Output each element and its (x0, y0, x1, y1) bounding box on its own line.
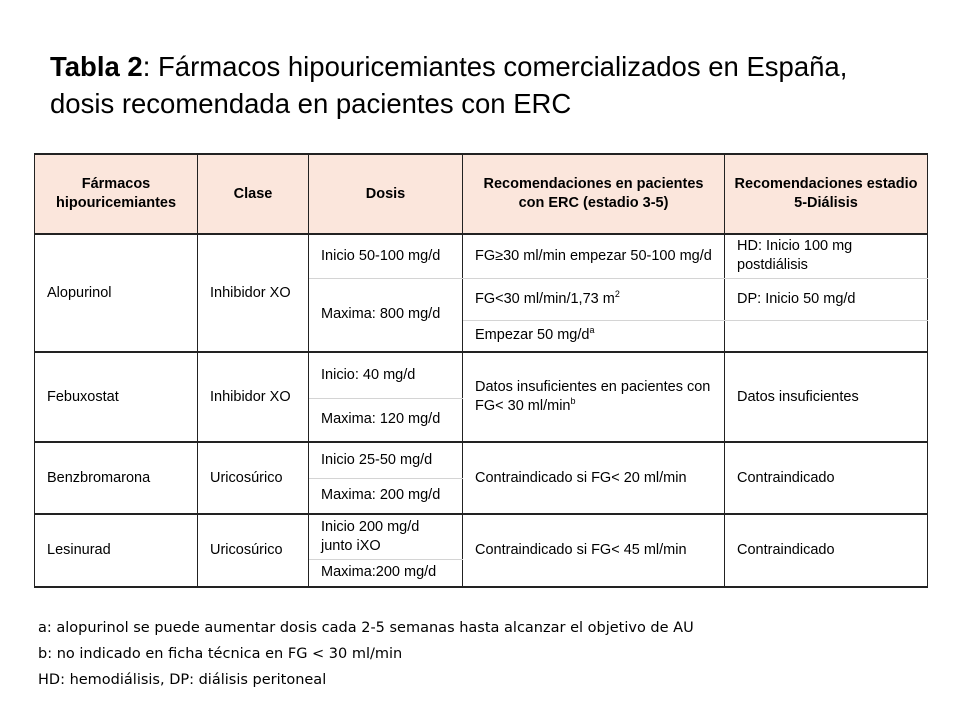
dose-max: Maxima: 800 mg/d (309, 278, 463, 352)
drug-name: Febuxostat (35, 352, 198, 442)
dialysis-recommendation: Datos insuficientes (725, 352, 928, 442)
dose-start: Inicio 50-100 mg/d (309, 234, 463, 278)
drug-name: Benzbromarona (35, 442, 198, 514)
dose-max: Maxima:200 mg/d (309, 559, 463, 587)
erc-recommendation (463, 320, 725, 352)
superscript: 2 (614, 288, 620, 299)
drug-name: Alopurinol (35, 234, 198, 352)
table-row (35, 352, 928, 398)
footnotes (38, 615, 918, 693)
footnote-b: b: no indicado en ficha técnica en FG < 30 ml/min (38, 646, 403, 662)
table-row (35, 234, 928, 278)
erc-text: Datos insuficientes en pacientes con FG< 30 ml/min (475, 379, 711, 414)
table-row (35, 514, 928, 559)
table-header-row (35, 154, 928, 234)
drug-class: Inhibidor XO (198, 234, 309, 352)
erc-text: FG<30 ml/min/1,73 m (475, 290, 615, 307)
dialysis-recommendation: HD: Inicio 100 mg postdiálisis (725, 234, 928, 278)
erc-recommendation: FG≥30 ml/min empezar 50-100 mg/d (463, 234, 725, 278)
dose-start: Inicio 25-50 mg/d (309, 442, 463, 478)
erc-text: Empezar 50 mg/d (475, 327, 590, 344)
dose-start: Inicio: 40 mg/d (309, 352, 463, 398)
drug-class: Uricosúrico (198, 442, 309, 514)
dialysis-recommendation: Contraindicado (725, 514, 928, 587)
header-clase: Clase (198, 154, 309, 234)
drug-name: Lesinurad (35, 514, 198, 587)
dose-max: Maxima: 120 mg/d (309, 398, 463, 442)
header-recomendaciones-dialisis: Recomendaciones estadio 5-Diálisis (725, 154, 928, 234)
drug-class: Uricosúrico (198, 514, 309, 587)
footnote-marker: a (589, 325, 595, 336)
dose-max: Maxima: 200 mg/d (309, 478, 463, 514)
erc-recommendation: Contraindicado si FG< 20 ml/min (463, 442, 725, 514)
header-dosis: Dosis (309, 154, 463, 234)
footnote-abbreviations: HD: hemodiálisis, DP: diálisis peritoneal (38, 672, 327, 688)
dialysis-empty-cell (725, 320, 928, 352)
header-recomendaciones-erc: Recomendaciones en pacientes con ERC (estadio 3-5) (463, 154, 725, 234)
footnote-marker: b (570, 396, 576, 407)
page-title (50, 48, 910, 122)
title-label: Tabla 2 (50, 51, 143, 82)
header-farmacos: Fármacos hipouricemiantes (35, 154, 198, 234)
drug-class: Inhibidor XO (198, 352, 309, 442)
title-text: : Fármacos hipouricemiantes comercializados en España, dosis recomendada en pacientes con ERC (50, 51, 848, 119)
dialysis-recommendation: Contraindicado (725, 442, 928, 514)
table-row (35, 442, 928, 478)
erc-recommendation (463, 352, 725, 442)
dose-start: Inicio 200 mg/d junto iXO (309, 514, 463, 559)
footnote-a: a: alopurinol se puede aumentar dosis cada 2-5 semanas hasta alcanzar el objetivo de AU (38, 620, 694, 636)
dialysis-recommendation: DP: Inicio 50 mg/d (725, 278, 928, 320)
erc-recommendation (463, 278, 725, 320)
drugs-table (34, 153, 928, 588)
erc-recommendation: Contraindicado si FG< 45 ml/min (463, 514, 725, 587)
